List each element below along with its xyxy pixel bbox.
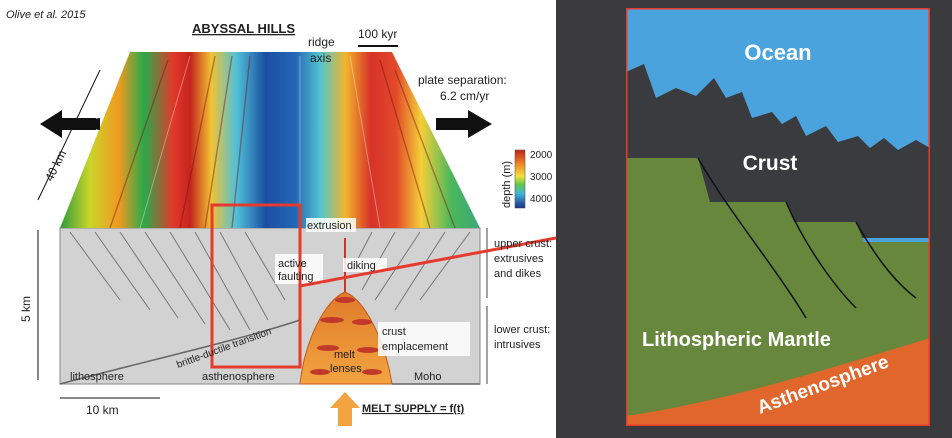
upper-crust-label-2: extrusives [494,253,544,265]
citation: Olive et al. 2015 [6,9,86,21]
ocean-label: Ocean [744,40,812,65]
plate-separation-label-2: 6.2 cm/yr [440,89,490,103]
moho-label: Moho [414,371,442,383]
dimension-5km: 5 km [19,295,33,322]
depth-legend-title: depth (m) [501,160,513,208]
diking-label: diking [347,260,376,272]
depth-tick-4000: 4000 [530,194,553,205]
crust-emplacement-label-2: emplacement [382,341,449,353]
brittle-ductile-label: brittle-ductile transition [175,326,274,371]
figure-title: ABYSSAL HILLS [192,21,296,36]
lithosphere-label: lithosphere [70,371,124,383]
dimension-10km: 10 km [86,403,119,417]
active-faulting-label-2: faulting [278,271,314,283]
depth-tick-3000: 3000 [530,172,553,183]
depth-tick-2000: 2000 [530,150,553,161]
crust-label: Crust [742,152,798,175]
plate-separation-label-1: plate separation: [418,73,507,87]
active-faulting-label-1: active [278,258,307,270]
crust-emplacement-label-1: crust [382,326,406,338]
lower-crust-label-2: intrusives [494,339,541,351]
melt-lenses-label-1: melt [334,349,355,361]
ridge-axis-label-2: axis [310,51,332,65]
melt-supply-label: MELT SUPPLY = f(t) [362,403,465,415]
lower-crust-label-1: lower crust: [494,324,551,336]
dimension-40km: 40 km [42,147,70,184]
mantle-label: Lithospheric Mantle [642,329,831,351]
asthenosphere-label: asthenosphere [202,371,275,383]
asthenosphere-label-right: Asthenosphere [754,351,892,419]
ridge-axis-label-1: ridge [308,35,335,49]
lithosphere-cross-section [626,8,930,426]
upper-crust-label-3: and dikes [494,268,542,280]
upper-crust-label-1: upper crust: [494,238,553,250]
time-scale-label: 100 kyr [358,27,398,41]
melt-lenses-label-2: lenses [330,363,362,375]
extrusion-label: extrusion [307,220,352,232]
